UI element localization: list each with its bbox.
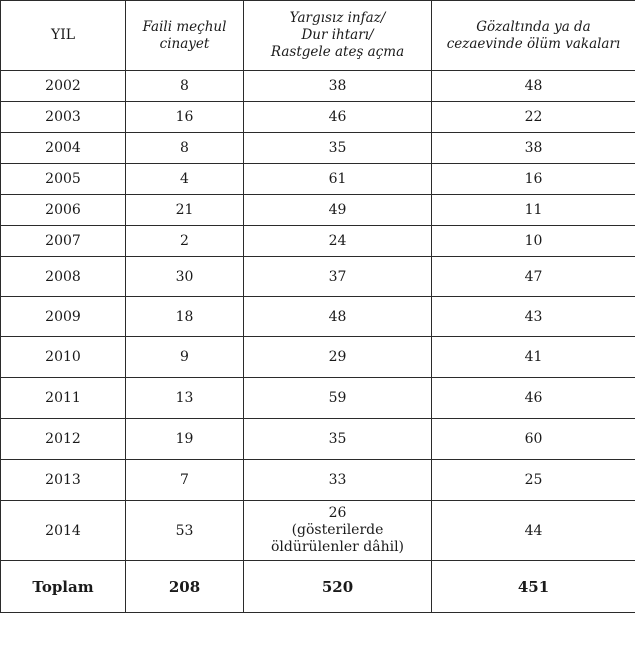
table-row: [1, 337, 635, 378]
cell-unsolved: 8: [126, 71, 244, 102]
cell-extrajudicial: 46: [244, 102, 432, 133]
cell-unsolved: 21: [126, 195, 244, 226]
cell-unsolved: 19: [126, 419, 244, 460]
table-row: [1, 164, 635, 195]
total-custody: 451: [432, 561, 635, 613]
cell-unsolved: 9: [126, 337, 244, 378]
cell-custody: 16: [432, 164, 635, 195]
cell-year: 2006: [1, 195, 126, 226]
cell-unsolved: 53: [126, 501, 244, 561]
cell-unsolved: 13: [126, 378, 244, 419]
cell-unsolved: 8: [126, 133, 244, 164]
cell-extrajudicial: 49: [244, 195, 432, 226]
cell-extrajudicial: 61: [244, 164, 432, 195]
cell-extrajudicial: 29: [244, 337, 432, 378]
table-row: [1, 257, 635, 297]
cell-extrajudicial: 24: [244, 226, 432, 257]
cell-year: 2013: [1, 460, 126, 501]
header-unsolved-murders: Faili meçhul cinayet: [126, 1, 244, 71]
cell-extrajudicial: 35: [244, 133, 432, 164]
cell-extrajudicial-note: 26 (gösterilerde öldürülenler dâhil): [270, 505, 405, 555]
cell-extrajudicial: 37: [244, 257, 432, 297]
cell-year: 2002: [1, 71, 126, 102]
total-label: Toplam: [1, 561, 126, 613]
cell-year: 2004: [1, 133, 126, 164]
table-row: [1, 102, 635, 133]
cell-year: 2003: [1, 102, 126, 133]
cell-custody: 22: [432, 102, 635, 133]
table-row: [1, 71, 635, 102]
cell-extrajudicial: 33: [244, 460, 432, 501]
table-row: [1, 460, 635, 501]
table-header-row: [1, 1, 635, 71]
cell-year: 2008: [1, 257, 126, 297]
cell-year: 2007: [1, 226, 126, 257]
cell-year: 2010: [1, 337, 126, 378]
cell-year: 2009: [1, 297, 126, 337]
cell-extrajudicial: 35: [244, 419, 432, 460]
cell-custody: 46: [432, 378, 635, 419]
table-row: [1, 195, 635, 226]
table-row: [1, 133, 635, 164]
cell-custody: 25: [432, 460, 635, 501]
cell-year: 2014: [1, 501, 126, 561]
table-row: [1, 501, 635, 561]
cell-extrajudicial: 38: [244, 71, 432, 102]
cell-year: 2011: [1, 378, 126, 419]
cell-extrajudicial: 48: [244, 297, 432, 337]
cell-extrajudicial: [244, 501, 432, 561]
header-extrajudicial-executions: Yargısız infaz/ Dur ihtarı/ Rastgele ateş açma: [244, 1, 432, 71]
cell-custody: 48: [432, 71, 635, 102]
cell-custody: 11: [432, 195, 635, 226]
cell-custody: 10: [432, 226, 635, 257]
total-unsolved: 208: [126, 561, 244, 613]
header-year: YIL: [1, 1, 126, 71]
cell-unsolved: 2: [126, 226, 244, 257]
cell-unsolved: 7: [126, 460, 244, 501]
cell-unsolved: 16: [126, 102, 244, 133]
table-row: [1, 297, 635, 337]
table-row: [1, 226, 635, 257]
table-row: [1, 378, 635, 419]
cell-custody: 60: [432, 419, 635, 460]
cell-custody: 47: [432, 257, 635, 297]
cell-unsolved: 18: [126, 297, 244, 337]
cell-unsolved: 4: [126, 164, 244, 195]
cell-custody: 44: [432, 501, 635, 561]
header-deaths-in-custody: Gözaltında ya da cezaevinde ölüm vakaları: [432, 1, 635, 71]
cell-extrajudicial: 59: [244, 378, 432, 419]
cell-custody: 38: [432, 133, 635, 164]
cell-year: 2012: [1, 419, 126, 460]
cell-custody: 41: [432, 337, 635, 378]
cell-unsolved: 30: [126, 257, 244, 297]
table-row: [1, 419, 635, 460]
total-row: [1, 561, 635, 613]
cell-custody: 43: [432, 297, 635, 337]
total-extrajudicial: 520: [244, 561, 432, 613]
cell-year: 2005: [1, 164, 126, 195]
